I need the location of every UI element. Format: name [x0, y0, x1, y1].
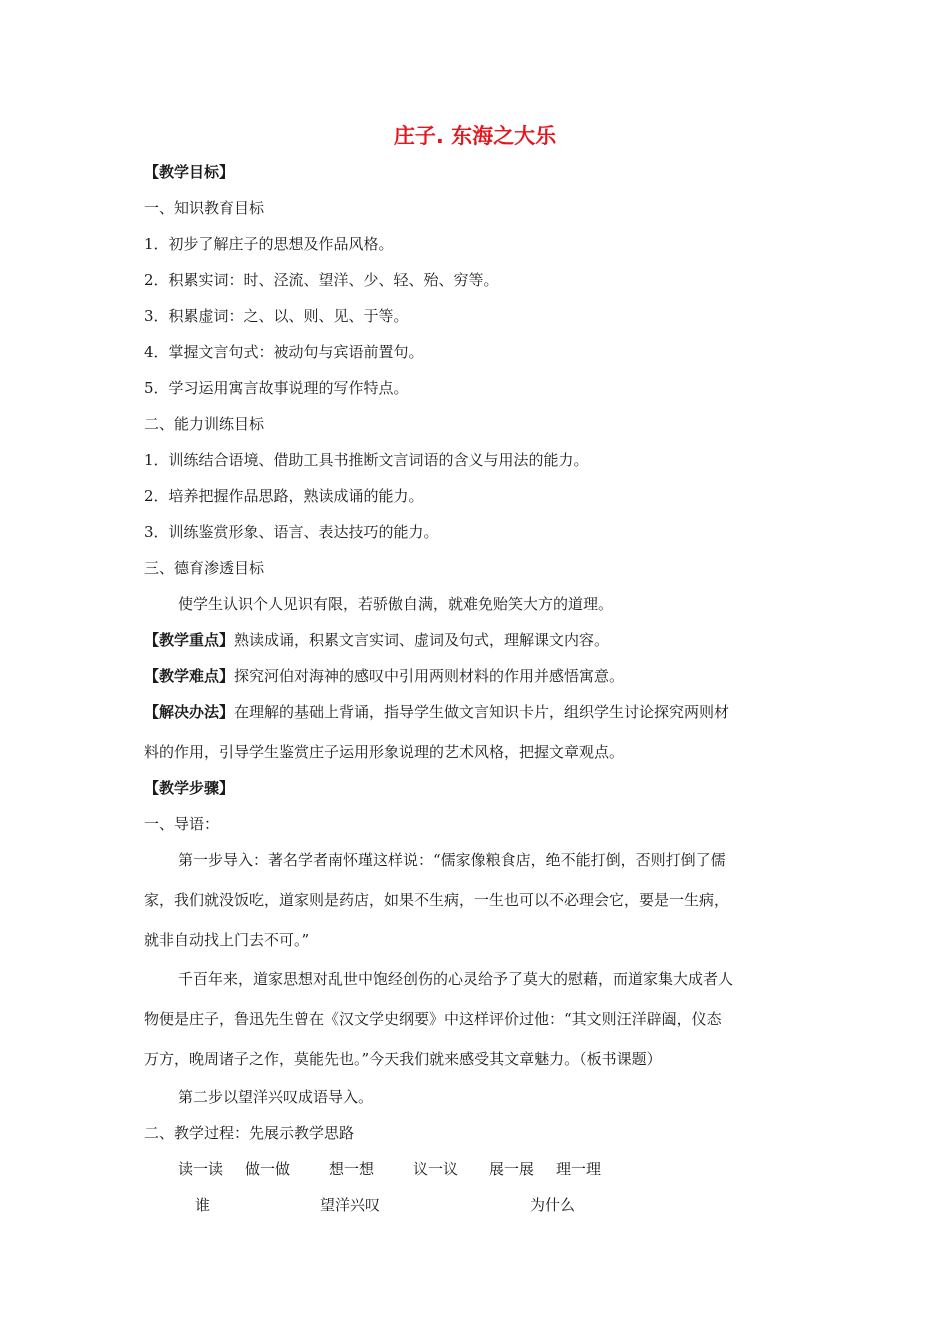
section-knowledge: 一、知识教育目标: [144, 199, 265, 217]
list-item: 4．掌握文言句式：被动句与宾语前置句。: [144, 343, 424, 361]
paragraph-line: 第一步导入：著名学者南怀瑾这样说：“儒家像粮食店，绝不能打倒，否则打倒了儒: [178, 851, 726, 869]
step-process: 二、教学过程：先展示教学思路: [144, 1124, 355, 1142]
list-item: 3．积累虚词：之、以、则、见、于等。: [144, 307, 409, 325]
step-intro: 一、导语：: [144, 815, 220, 833]
paragraph-line: 第二步以望洋兴叹成语导入。: [178, 1088, 374, 1106]
document-title: 庄子. 东海之大乐: [393, 124, 557, 148]
list-item: 5．学习运用寓言故事说理的写作特点。: [144, 379, 409, 397]
solution-text: 在理解的基础上背诵，指导学生做文言知识卡片，组织学生讨论探究两则材: [234, 703, 730, 721]
key-label: 【教学重点】: [144, 631, 235, 649]
key-text: 熟读成诵，积累文言实词、虚词及句式，理解课文内容。: [234, 631, 610, 649]
paragraph-line: 万方，晚周诸子之作，莫能先也。”今天我们就来感受其文章魅力。（板书课题）: [144, 1050, 662, 1068]
steps-heading: 【教学步骤】: [144, 779, 235, 797]
moral-text: 使学生认识个人见识有限，若骄傲自满，就难免贻笑大方的道理。: [178, 595, 614, 613]
flow-item: 做一做: [245, 1160, 291, 1178]
flow-item: 展一展: [489, 1160, 535, 1178]
goals-heading: 【教学目标】: [144, 163, 235, 181]
key-point: [144, 629, 814, 651]
list-item: 3．训练鉴赏形象、语言、表达技巧的能力。: [144, 523, 439, 541]
list-item: 1．初步了解庄子的思想及作品风格。: [144, 235, 394, 253]
difficult-label: 【教学难点】: [144, 667, 235, 685]
flow-item: 议一议: [413, 1160, 459, 1178]
row-item: 望洋兴叹: [320, 1196, 381, 1214]
paragraph-line: 家，我们就没饭吃，道家则是药店，如果不生病，一生也可以不必理会它，要是一生病，: [144, 891, 730, 909]
section-ability: 二、能力训练目标: [144, 415, 265, 433]
solution: [144, 701, 814, 723]
row-item: 谁: [195, 1196, 211, 1214]
difficult-text: 探究河伯对海神的感叹中引用两则材料的作用并感悟寓意。: [234, 667, 625, 685]
solution-label: 【解决办法】: [144, 703, 235, 721]
section-moral: 三、德育渗透目标: [144, 559, 265, 577]
flow-item: 想一想: [329, 1160, 375, 1178]
paragraph-line: 千百年来，道家思想对乱世中饱经创伤的心灵给予了莫大的慰藉，而道家集大成者人: [178, 970, 734, 988]
solution-text-cont: 料的作用，引导学生鉴赏庄子运用形象说理的艺术风格，把握文章观点。: [144, 743, 625, 761]
list-item: 2．培养把握作品思路，熟读成诵的能力。: [144, 487, 424, 505]
flow-item: 理一理: [556, 1160, 602, 1178]
paragraph-line: 物便是庄子，鲁迅先生曾在《汉文学史纲要》中这样评价过他：“其文则汪洋辟阖，仪态: [144, 1010, 722, 1028]
list-item: 2．积累实词：时、泾流、望洋、少、轻、殆、穷等。: [144, 271, 499, 289]
flow-item: 读一读: [178, 1160, 224, 1178]
difficult-point: [144, 665, 814, 687]
paragraph-line: 就非自动找上门去不可。”: [144, 931, 310, 949]
list-item: 1．训练结合语境、借助工具书推断文言词语的含义与用法的能力。: [144, 451, 589, 469]
row-item: 为什么: [530, 1196, 576, 1214]
